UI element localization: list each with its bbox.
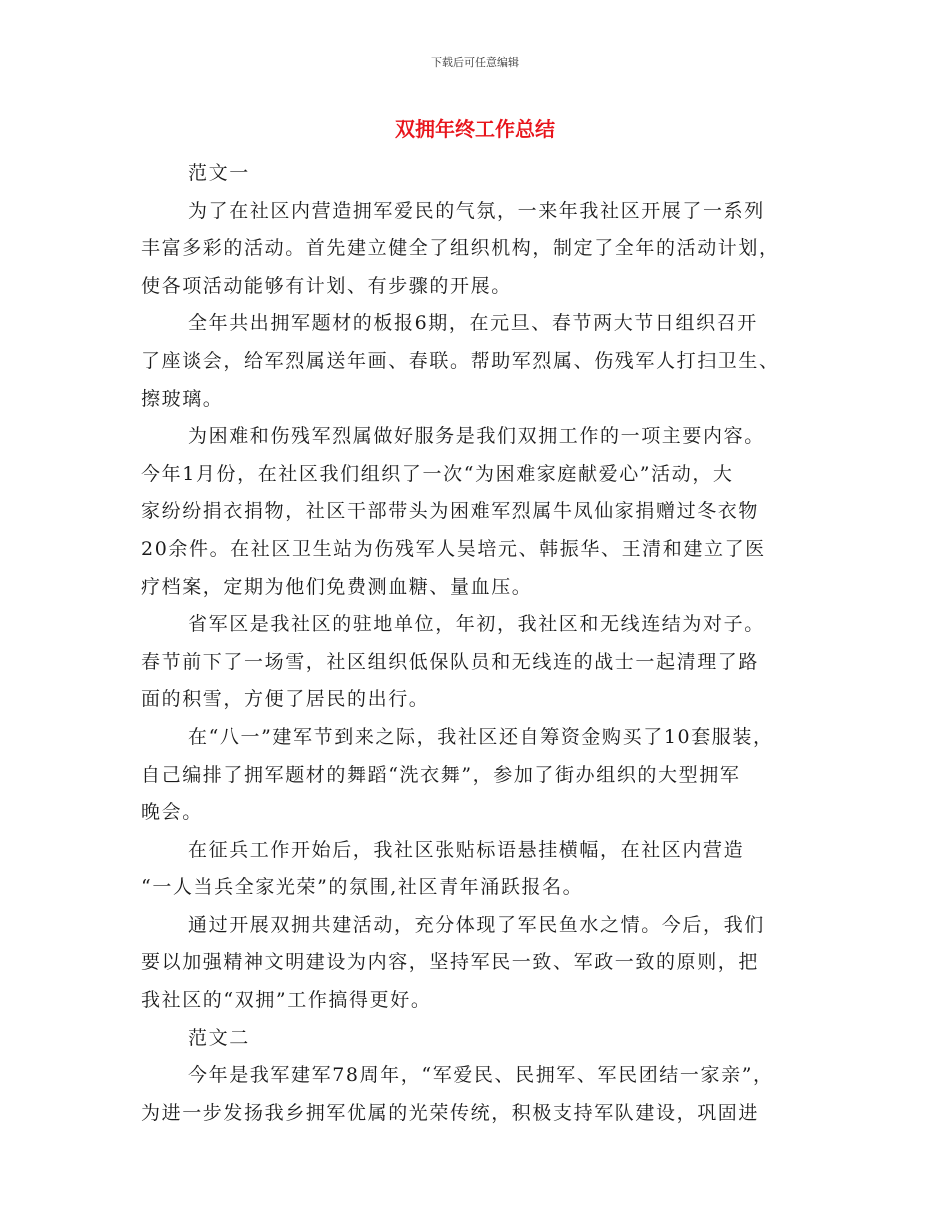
text-line: 今年1月份，在社区我们组织了一次“为困难家庭献爱心”活动，大 bbox=[141, 462, 734, 485]
text-line: 使各项活动能够有计划、有步骤的开展。 bbox=[141, 274, 512, 297]
text-line: 为了在社区内营造拥军爱民的气氛，一来年我社区开展了一系列 bbox=[188, 199, 765, 222]
text-line: “一人当兵全家光荣”的氛围,社区青年涌跃报名。 bbox=[141, 876, 584, 899]
text-line: 范文二 bbox=[188, 1026, 250, 1049]
text-line: 晚会。 bbox=[141, 801, 203, 824]
header-note: 下载后可任意编辑 bbox=[431, 56, 519, 69]
text-line: 为进一步发扬我乡拥军优属的光荣传统，积极支持军队建设，巩固进 bbox=[141, 1101, 760, 1124]
text-line: 自己编排了拥军题材的舞蹈“洗衣舞”，参加了街办组织的大型拥军 bbox=[141, 763, 741, 786]
text-line: 了座谈会，给军烈属送年画、春联。帮助军烈属、伤残军人打扫卫生、 bbox=[141, 349, 780, 372]
text-line: 全年共出拥军题材的板报6期，在元旦、春节两大节日组织召开 bbox=[188, 312, 758, 335]
text-line: 要以加强精神文明建设为内容，坚持军民一致、军政一致的原则，把 bbox=[141, 951, 760, 974]
text-line: 20余件。在社区卫生站为伤残军人吴培元、韩振华、王清和建立了医 bbox=[141, 537, 766, 560]
text-line: 疗档案，定期为他们免费测血糖、量血压。 bbox=[141, 575, 533, 598]
text-line: 擦玻璃。 bbox=[141, 387, 224, 410]
text-line: 今年是我军建军78周年，“军爱民、民拥军、军民团结一家亲”， bbox=[188, 1064, 774, 1087]
text-line: 范文一 bbox=[188, 162, 250, 184]
text-line: 面的积雪，方便了居民的出行。 bbox=[141, 688, 430, 711]
text-line: 在“八一”建军节到来之际，我社区还自筹资金购买了10套服装， bbox=[188, 725, 774, 748]
document-title: 双拥年终工作总结 bbox=[395, 117, 555, 141]
text-line: 我社区的“双拥”工作搞得更好。 bbox=[141, 989, 432, 1012]
text-line: 春节前下了一场雪，社区组织低保队员和无线连的战士一起清理了路 bbox=[141, 650, 760, 673]
text-line: 在征兵工作开始后，我社区张贴标语悬挂横幅，在社区内营造 bbox=[188, 838, 745, 861]
document-body bbox=[141, 155, 831, 1132]
text-line: 通过开展双拥共建活动，充分体现了军民鱼水之情。今后，我们 bbox=[188, 913, 765, 936]
text-line: 丰富多彩的活动。首先建立健全了组织机构，制定了全年的活动计划， bbox=[141, 237, 780, 260]
text-line: 家纷纷捐衣捐物，社区干部带头为困难军烈属牛凤仙家捐赠过冬衣物 bbox=[141, 500, 760, 523]
text-line: 为困难和伤残军烈属做好服务是我们双拥工作的一项主要内容。 bbox=[188, 425, 765, 448]
text-line: 省军区是我社区的驻地单位，年初，我社区和无线连结为对子。 bbox=[188, 613, 765, 636]
